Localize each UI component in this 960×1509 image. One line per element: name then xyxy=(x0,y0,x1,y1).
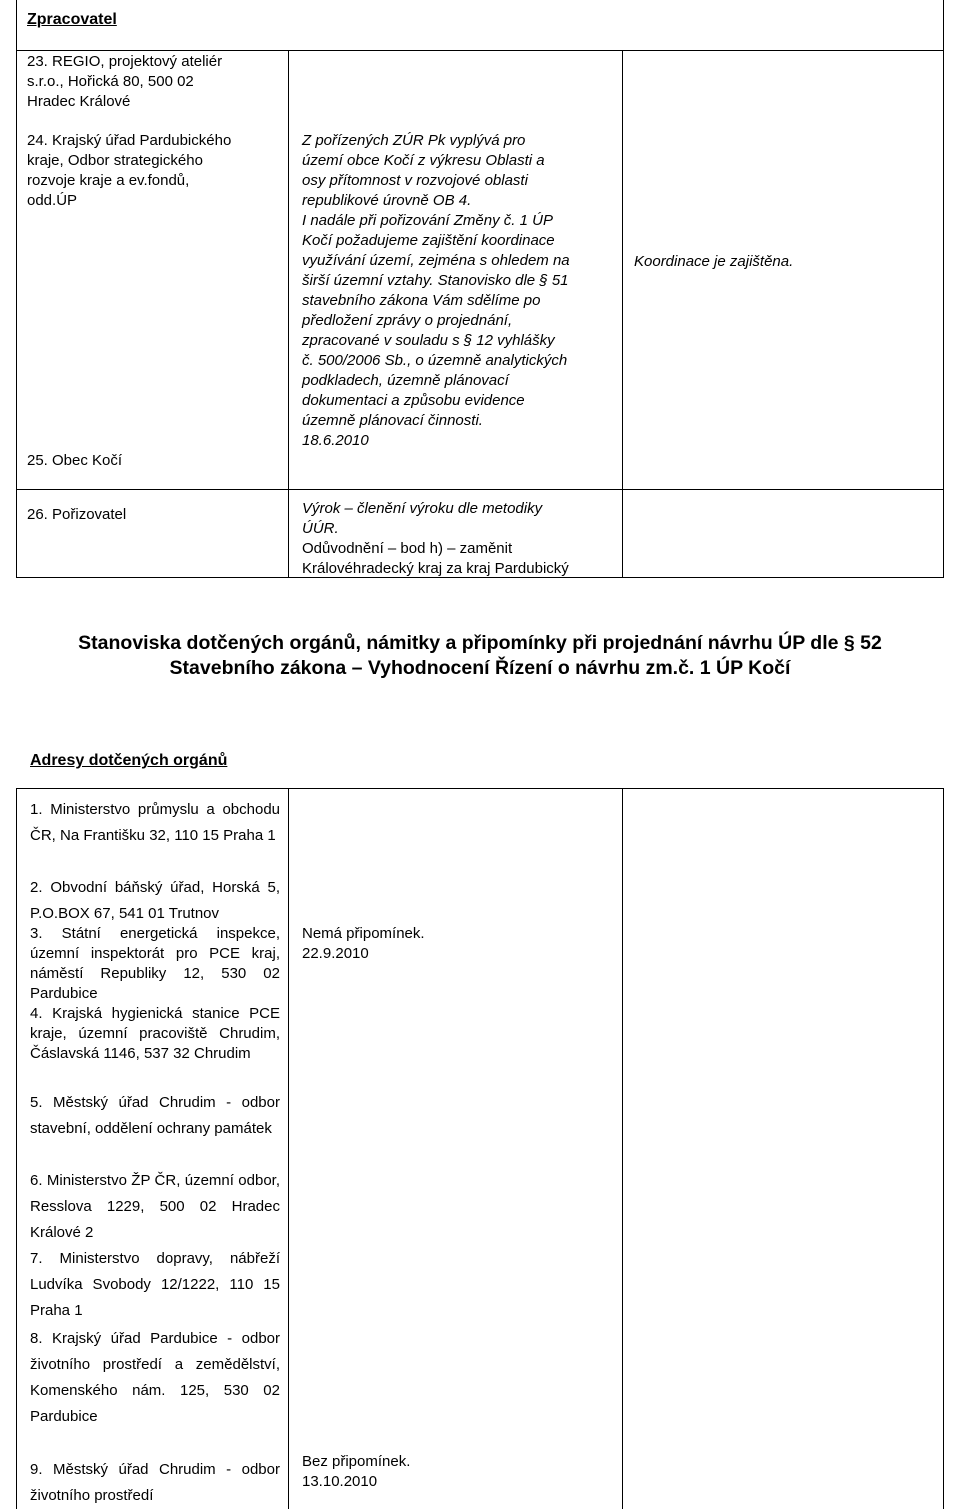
address-num: 7. xyxy=(30,1250,43,1267)
address-text: Krajský úřad Pardubice - odbor životního prostředí a zemědělství, Komenského nám. 125, 530 02 Pardubice xyxy=(30,1330,280,1425)
row-26-middle-2: Odůvodnění – bod h) – zaměnit Královéhradecký kraj za kraj Pardubický xyxy=(302,540,569,577)
address-item xyxy=(30,1090,280,1142)
addr-border-right xyxy=(943,788,944,1509)
response-2: Bez připomínek. 13.10.2010 xyxy=(302,1453,411,1490)
zpracovatel-label: Zpracovatel xyxy=(27,11,117,28)
row-24-middle: Z pořízených ZÚR Pk vyplývá pro území obce Kočí z výkresu Oblasti a osy přítomnost v rozvojové oblasti republikové úrovně OB 4. I nadále při pořizování Změny č. 1 ÚP Kočí požadujeme zajištění koordinace využívání území, zejména s ohledem na širší územní vztahy. Stanovisko dle § 51 stavebního zákona Vám sdělíme po předložení zprávy o projednání, zpracované v souladu s § 12 vyhlášky č. 500/2006 Sb., o územně analytických podkladech, územně plánovací dokumentaci a způsobu evidence územně plánovací činnosti. 18.6.2010 xyxy=(302,132,570,449)
address-text: Městský úřad Chrudim - odbor životního prostředí xyxy=(30,1461,280,1504)
address-num: 6. xyxy=(30,1172,43,1189)
address-num: 9. xyxy=(30,1461,43,1478)
address-item xyxy=(30,1457,280,1509)
page-heading: Stanoviska dotčených orgánů, námitky a připomínky při projednání návrhu ÚP dle § 52 Stavebního zákona – Vyhodnocení Řízení o návrhu zm.č. 1 ÚP Kočí xyxy=(78,632,882,679)
address-num: 3. xyxy=(30,925,43,942)
address-item xyxy=(30,1246,280,1324)
address-text: Ministerstvo průmyslu a obchodu ČR, Na Františku 32, 110 15 Praha 1 xyxy=(30,801,281,844)
address-item xyxy=(30,875,280,927)
addr-border-col1 xyxy=(288,788,289,1509)
address-item xyxy=(30,1168,280,1246)
address-num: 4. xyxy=(30,1005,43,1022)
table-border-row-rule xyxy=(16,489,944,490)
table-border-top-rule xyxy=(16,50,944,51)
table-border-right xyxy=(943,0,944,577)
row-24-right: Koordinace je zajištěna. xyxy=(634,253,794,270)
table-border-col1 xyxy=(288,50,289,577)
address-num: 5. xyxy=(30,1094,43,1111)
addr-border-top xyxy=(16,788,944,789)
address-text: Městský úřad Chrudim - odbor stavební, oddělení ochrany památek xyxy=(30,1094,280,1137)
address-text: Ministerstvo dopravy, nábřeží Ludvíka Svobody 12/1222, 110 15 Praha 1 xyxy=(30,1250,281,1319)
addresses-title: Adresy dotčených orgánů xyxy=(30,752,228,769)
address-num: 8. xyxy=(30,1330,43,1347)
addr-border-left xyxy=(16,788,17,1509)
address-item xyxy=(30,797,280,849)
address-item xyxy=(30,1004,280,1064)
address-num: 2. xyxy=(30,879,43,896)
row-26-left: 26. Pořizovatel xyxy=(27,506,127,523)
address-item xyxy=(30,1326,280,1430)
address-text: Krajská hygienická stanice PCE kraje, územní pracoviště Chrudim, Čáslavská 1146, 537 32 Chrudim xyxy=(30,1005,281,1062)
row-26-middle-1: Výrok – členění výroku dle metodiky ÚÚR. xyxy=(302,500,543,537)
table-border-left xyxy=(16,0,17,577)
row-24-left: 24. Krajský úřad Pardubického kraje, Odbor strategického rozvoje kraje a ev.fondů, odd.ÚP 25. Obec Kočí xyxy=(27,132,232,469)
address-num: 1. xyxy=(30,801,43,818)
row-23-left: 23. REGIO, projektový ateliér s.r.o., Hořická 80, 500 02 Hradec Králové xyxy=(27,53,223,110)
address-item xyxy=(30,924,280,1004)
address-text: Ministerstvo ŽP ČR, územní odbor, Resslova 1229, 500 02 Hradec Králové 2 xyxy=(30,1172,281,1241)
address-text: Obvodní báňský úřad, Horská 5, P.O.BOX 67, 541 01 Trutnov xyxy=(30,879,280,922)
addr-border-col2 xyxy=(622,788,623,1509)
response-1: Nemá připomínek. 22.9.2010 xyxy=(302,925,425,962)
address-text: Státní energetická inspekce, územní inspektorát pro PCE kraj, náměstí Republiky 12, 530 02 Pardubice xyxy=(30,925,280,1002)
table-border-col2 xyxy=(622,50,623,577)
